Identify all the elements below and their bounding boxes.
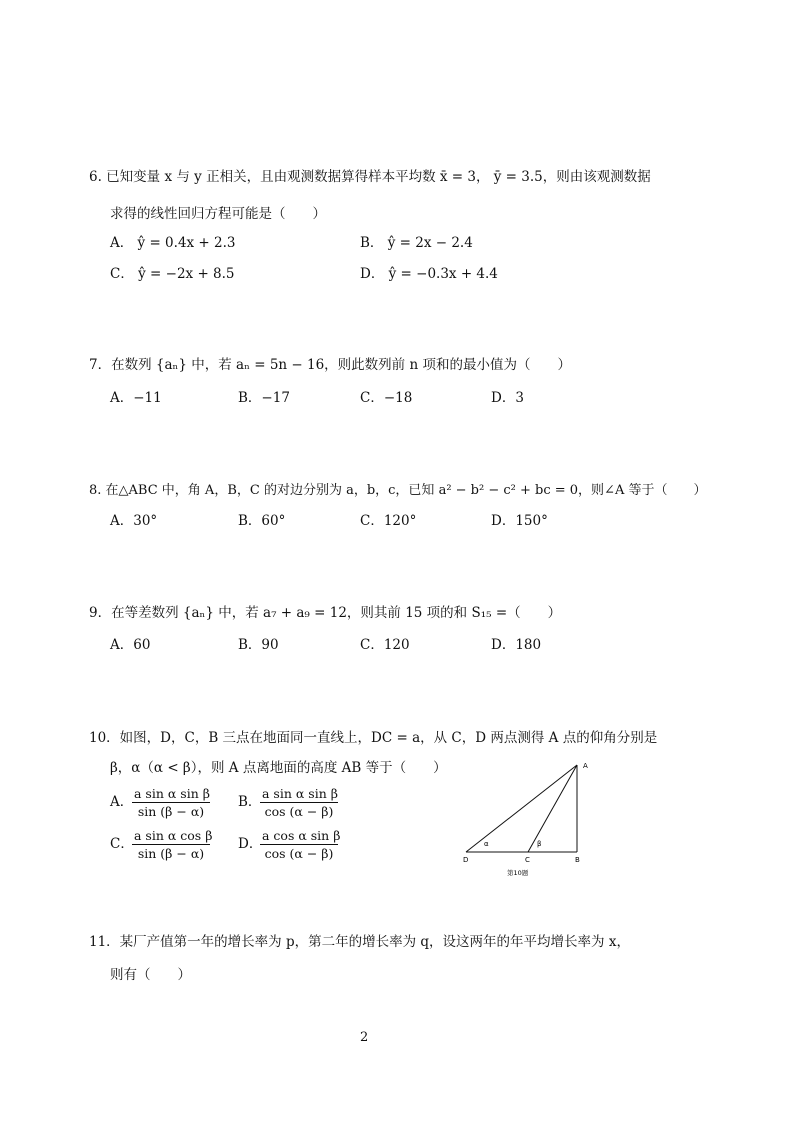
figure-caption: 第10题 [507,869,529,877]
q10-option-c-numerator: a sin α cos β [134,828,213,843]
q10-option-c-denominator: sin (β − α) [137,846,205,861]
point-b-label: B [575,856,580,864]
q8-stem: 8. 在△ABC 中，角 A，B，C 的对边分别为 a，b，c，已知 a² − b² − c² + bc = 0，则∠A 等于（ ） [89,483,707,498]
q10-triangle-figure [455,757,595,882]
q10-option-d-numerator: a cos α sin β [262,828,341,843]
q8-option-c: C．120° [360,513,417,529]
q8-option-d: D．150° [491,513,548,529]
line-da [466,765,577,852]
q10-stem-line2: β，α（α < β），则 A 点离地面的高度 AB 等于（ ） [110,760,447,776]
q10-option-c-fraction [132,828,213,861]
q11-stem-line2: 则有（ ） [110,967,191,983]
q6-stem-line2: 求得的线性回归方程可能是（ ） [110,206,326,222]
q6-option-d: D． ŷ = −0.3x + 4.4 [360,266,498,282]
q10-option-b-numerator: a sin α sin β [262,786,338,801]
q8-option-b: B．60° [238,513,286,529]
q11-stem-line1: 11．某厂产值第一年的增长率为 p，第二年的增长率为 q，设这两年的年平均增长率为 x， [89,934,630,950]
q10-option-a-numerator: a sin α sin β [134,786,210,801]
q10-option-b-fraction [260,786,338,819]
q10-option-c-label: C． [110,836,134,852]
q10-stem-line1: 10．如图，D，C，B 三点在地面同一直线上，DC = a，从 C，D 两点测得 A 点的仰角分别是 [89,730,658,746]
q7-option-c: C．−18 [360,390,413,406]
q10-option-d-denominator: cos (α − β) [264,846,334,861]
q10-option-a-denominator: sin (β − α) [137,804,205,819]
q8-option-a: A．30° [110,513,158,529]
point-a-label: A [583,762,588,770]
page-number: 2 [360,1030,369,1045]
q9-stem: 9．在等差数列 {aₙ} 中，若 a₇ + a₉ = 12，则其前 15 项的和 S₁₅ =（ ） [89,605,562,621]
q9-option-c: C．120 [360,637,410,653]
q10-option-a-fraction [132,786,210,819]
q10-option-d-label: D． [238,836,263,852]
angle-beta-label: β [537,840,542,848]
q6-option-c: C． ŷ = −2x + 8.5 [110,266,235,282]
point-d-label: D [463,856,469,864]
point-c-label: C [525,856,530,864]
q7-stem: 7．在数列 {aₙ} 中，若 aₙ = 5n − 16，则此数列前 n 项和的最小值为（ ） [89,357,571,373]
line-ca [528,765,577,852]
q9-option-a: A．60 [110,637,151,653]
q10-option-b-denominator: cos (α − β) [264,804,334,819]
q9-option-b: B．90 [238,637,279,653]
q6-option-a: A． ŷ = 0.4x + 2.3 [110,235,236,251]
angle-alpha-label: α [484,840,489,848]
q9-option-d: D．180 [491,637,542,653]
q10-option-d-fraction [260,828,341,861]
q6-stem-line1: 6. 已知变量 x 与 y 正相关，且由观测数据算得样本平均数 x̄ = 3， ȳ = 3.5，则由该观测数据 [89,169,651,185]
q7-option-b: B．−17 [238,390,290,406]
q7-option-d: D．3 [491,390,524,406]
q10-option-b-label: B． [238,794,262,810]
q10-option-a-label: A． [110,794,134,810]
q6-option-b: B． ŷ = 2x − 2.4 [360,235,473,251]
q7-option-a: A．−11 [110,390,162,406]
